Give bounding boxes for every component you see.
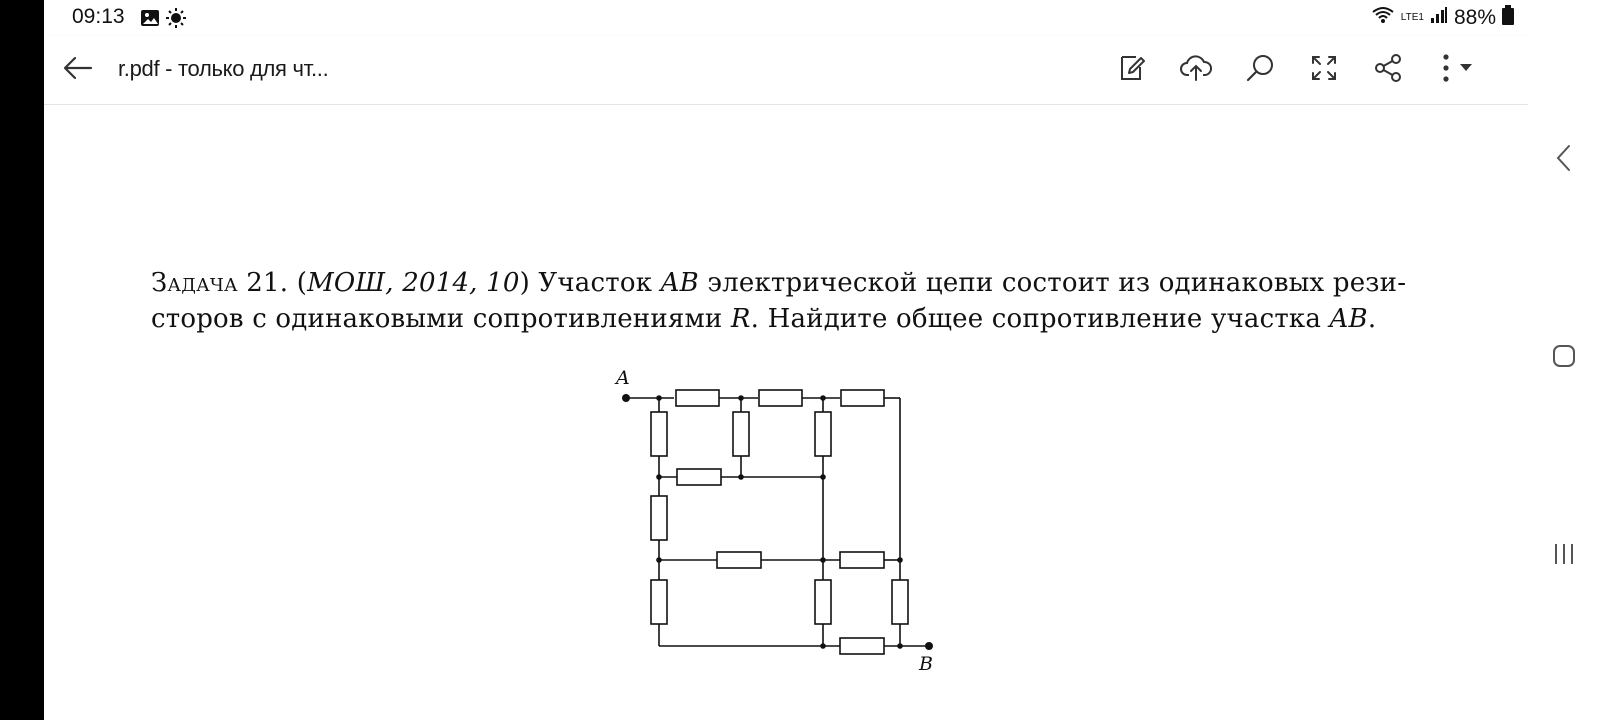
- resistor-top-2: [759, 390, 802, 406]
- more-options-button[interactable]: [1432, 52, 1482, 88]
- nav-home-button[interactable]: [1546, 340, 1582, 376]
- terminal-b: [925, 642, 933, 650]
- cloud-upload-icon: [1179, 53, 1213, 88]
- problem-text-part3: . Найдите общее сопротивление участка: [750, 304, 1322, 334]
- signal-icon: [1430, 6, 1448, 30]
- circuit-wires: [626, 398, 929, 647]
- recents-icon: [1550, 540, 1578, 573]
- nav-recents-button[interactable]: [1546, 538, 1582, 574]
- junction-dots: [622, 394, 933, 650]
- edit-button[interactable]: [1114, 52, 1150, 88]
- problem-text-end: .: [1367, 304, 1377, 334]
- segment-ab-2: AB: [1329, 304, 1368, 334]
- nav-back-button[interactable]: [1546, 142, 1582, 178]
- resistor-top-1: [676, 390, 719, 406]
- app-screen: [44, 0, 1528, 720]
- search-button[interactable]: [1242, 52, 1278, 88]
- arrow-left-icon: [63, 56, 93, 85]
- pdf-page[interactable]: [44, 105, 1528, 720]
- problem-text-part2: электрической цепи состоит из одинаковых рези-сторов с одинаковыми сопротивлениями: [151, 268, 1407, 334]
- top-toolbar: [44, 36, 1528, 105]
- more-icon: [1436, 53, 1478, 88]
- status-bar: [44, 0, 1528, 36]
- resistors: [651, 390, 908, 654]
- battery-percent: 88%: [1453, 6, 1496, 29]
- upload-button[interactable]: [1178, 52, 1214, 88]
- resistor-v-2: [733, 412, 749, 456]
- problem-source: МОШ, 2014, 10: [307, 268, 520, 298]
- share-button[interactable]: [1370, 52, 1406, 88]
- problem-label: Задача 21.: [151, 268, 289, 298]
- home-square-icon: [1550, 342, 1578, 375]
- brightness-icon: [166, 8, 186, 33]
- label-a: A: [616, 367, 630, 389]
- resistance-symbol: R: [730, 304, 751, 334]
- problem-text-part1: Участок: [538, 268, 653, 298]
- resistor-bottom: [840, 638, 884, 654]
- left-black-bezel: [0, 0, 44, 720]
- problem-text: Задача 21. (МОШ, 2014, 10) Участок AB электрической цепи состоит из одинаковых рези-сторов с одинаковыми сопротивлениями R. Найдите общее сопротивление участка AB.: [151, 268, 1407, 334]
- status-notifications: [140, 8, 186, 33]
- fullscreen-button[interactable]: [1306, 52, 1342, 88]
- resistor-v-7: [892, 580, 908, 624]
- chevron-left-icon: [1554, 143, 1574, 178]
- system-nav-bar: [1528, 0, 1600, 720]
- circuit-diagram: [604, 360, 944, 680]
- resistor-v-6: [815, 580, 831, 624]
- segment-ab-1: AB: [660, 268, 699, 298]
- resistor-mid-3: [840, 552, 884, 568]
- edit-icon: [1117, 53, 1147, 88]
- battery-icon: [1502, 5, 1514, 31]
- back-button[interactable]: [60, 52, 96, 88]
- document-title: r.pdf - только для чт...: [118, 56, 329, 81]
- status-right: [1371, 5, 1514, 31]
- resistor-v-5: [651, 580, 667, 624]
- fullscreen-icon: [1310, 54, 1338, 87]
- share-icon: [1373, 53, 1403, 88]
- resistor-mid-2: [717, 552, 761, 568]
- terminal-a: [622, 394, 630, 402]
- resistor-top-3: [841, 390, 884, 406]
- gallery-icon: [140, 9, 160, 32]
- search-icon: [1245, 53, 1275, 88]
- network-type-label: LTE1: [1400, 12, 1424, 23]
- wifi-icon: [1371, 6, 1395, 30]
- status-time: 09:13: [72, 5, 125, 28]
- resistor-mid-1: [677, 469, 721, 485]
- label-b: B: [919, 653, 933, 675]
- resistor-v-1: [651, 412, 667, 456]
- resistor-v-3: [815, 412, 831, 456]
- resistor-v-4: [651, 496, 667, 540]
